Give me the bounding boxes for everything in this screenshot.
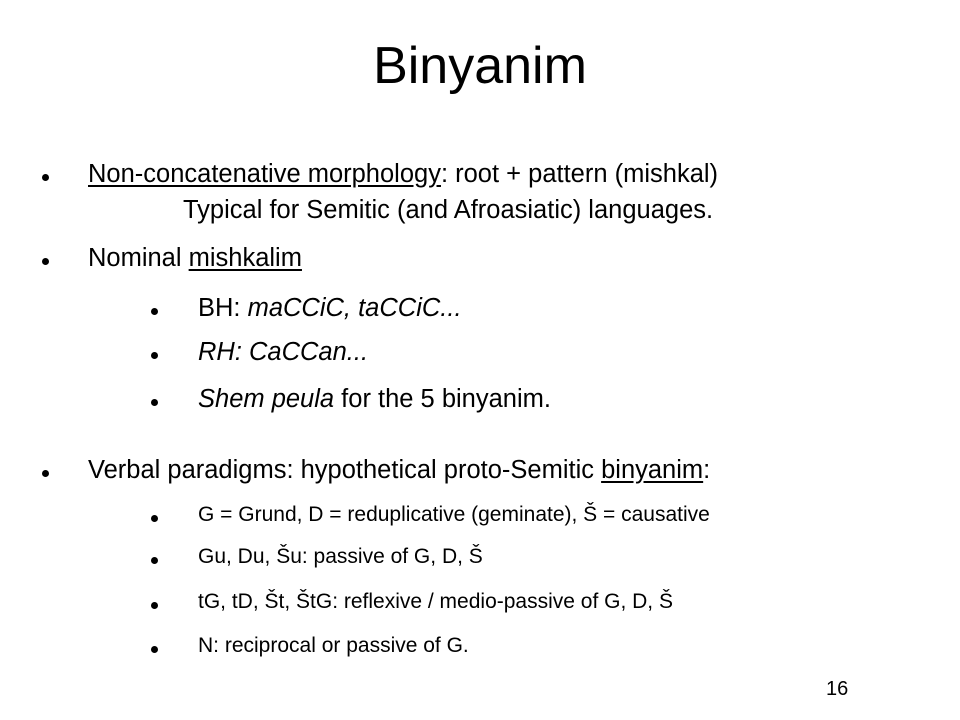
sub-bullet-dot [151, 308, 158, 315]
bullet-text: for the 5 binyanim. [334, 385, 551, 413]
bullet-dot [42, 470, 49, 477]
term-non-concatenative-morphology: Non-concatenative morphology [88, 160, 441, 188]
sub-bullet-passive: Gu, Du, Šu: passive of G, D, Š [198, 545, 483, 568]
sub-bullet-dot [151, 646, 158, 653]
bullet-dot [42, 174, 49, 181]
bullet-text: Nominal [88, 244, 189, 272]
term-shem-peula: Shem peula [198, 385, 335, 413]
bullet-non-concatenative [88, 158, 718, 190]
slide-title: Binyanim [373, 37, 587, 95]
page-number: 16 [826, 678, 849, 700]
sub-bullet-g-d-s: G = Grund, D = reduplicative (geminate), Š = causative [198, 503, 710, 526]
sub-bullet-rh: RH: CaCCan... [198, 338, 369, 366]
sub-bullet-dot [151, 602, 158, 609]
term-mishkalim: mishkalim [188, 244, 302, 272]
bullet-text: BH: [198, 294, 248, 322]
sub-bullet-dot [151, 399, 158, 406]
sub-bullet-dot [151, 352, 158, 359]
bullet-nominal-mishkalim [88, 242, 302, 274]
sub-bullet-dot [151, 515, 158, 522]
sub-bullet-reciprocal: N: reciprocal or passive of G. [198, 634, 469, 657]
bullet-verbal-paradigms [88, 454, 710, 486]
pattern-examples: maCCiC, taCCiC... [247, 294, 462, 322]
term-binyanim: binyanim [601, 456, 704, 484]
bullet-text: : [703, 456, 711, 484]
bullet-dot [42, 258, 49, 265]
bullet-continuation: Typical for Semitic (and Afroasiatic) languages. [183, 196, 714, 224]
sub-bullet-shem-peula [198, 383, 551, 415]
sub-bullet-bh [198, 292, 462, 324]
sub-bullet-dot [151, 557, 158, 564]
bullet-text: : root + pattern (mishkal) [440, 160, 719, 188]
bullet-text: Verbal paradigms: hypothetical proto-Semitic [88, 456, 602, 484]
sub-bullet-reflexive: tG, tD, Št, ŠtG: reflexive / medio-passive of G, D, Š [198, 590, 673, 613]
